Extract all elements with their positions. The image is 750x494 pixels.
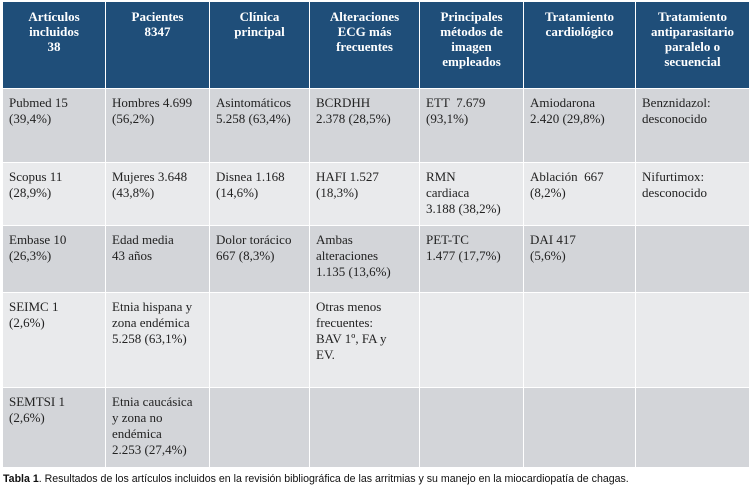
table-cell <box>106 388 210 468</box>
cell-line: Edad media <box>112 232 174 247</box>
table-cell <box>310 226 420 293</box>
cell-line: RMN <box>426 169 456 184</box>
cell-line: Etnia caucásica <box>112 394 193 409</box>
cell-line: 5.258 (63,4%) <box>216 111 291 126</box>
column-header <box>106 2 210 89</box>
table-cell <box>524 89 636 163</box>
table-cell <box>636 226 750 293</box>
table-cell <box>210 163 310 226</box>
header-line: 38 <box>47 39 61 54</box>
table-row <box>3 293 750 388</box>
cell-line: 667 (8,3%) <box>216 248 275 263</box>
table-cell <box>210 388 310 468</box>
cell-line: 43 años <box>112 248 153 263</box>
table-cell <box>210 89 310 163</box>
cell-line: 5.258 (63,1%) <box>112 331 187 346</box>
cell-line: (14,6%) <box>216 185 259 200</box>
cell-line: desconocido <box>642 185 707 200</box>
cell-line: 2.420 (29,8%) <box>530 111 605 126</box>
cell-line: zona endémica <box>112 315 190 330</box>
cell-line: (2,6%) <box>9 410 45 425</box>
cell-line: frecuentes: <box>316 315 374 330</box>
cell-line: Mujeres 3.648 <box>112 169 188 184</box>
cell-line: (5,6%) <box>530 248 566 263</box>
table-cell <box>636 163 750 226</box>
table-cell <box>420 89 524 163</box>
header-line: Alteraciones <box>329 9 400 24</box>
table-cell <box>636 89 750 163</box>
table-row <box>3 388 750 468</box>
cell-line: Ablación 667 <box>530 169 604 184</box>
header-line: empleados <box>442 54 501 69</box>
cell-line: DAI 417 <box>530 232 576 247</box>
header-line: cardiológico <box>545 24 614 39</box>
table-cell <box>420 226 524 293</box>
cell-line: endémica <box>112 426 162 441</box>
table-cell <box>106 89 210 163</box>
table-cell <box>524 388 636 468</box>
cell-line: (39,4%) <box>9 111 52 126</box>
table-cell <box>3 293 106 388</box>
cell-line: Asintomáticos <box>216 95 292 110</box>
table-row <box>3 89 750 163</box>
header-line: antiparasitario <box>650 24 735 39</box>
cell-line: (93,1%) <box>426 111 469 126</box>
cell-line: (56,2%) <box>112 111 155 126</box>
cell-line: y zona no <box>112 410 163 425</box>
cell-line: alteraciones <box>316 248 379 263</box>
table-cell <box>524 293 636 388</box>
cell-line: 2.253 (27,4%) <box>112 442 187 457</box>
table-cell <box>210 226 310 293</box>
caption-text: . Resultados de los artículos incluidos en la revisión bibliográfica de las arritmias y su manejo en la miocardiopatía de chagas. <box>38 473 629 485</box>
cell-line: Pubmed 15 <box>9 95 68 110</box>
header-line: Tratamiento <box>544 9 615 24</box>
table-cell <box>3 163 106 226</box>
cell-line: 1.135 (13,6%) <box>316 264 391 279</box>
table-cell <box>3 388 106 468</box>
table-cell <box>3 89 106 163</box>
cell-line: desconocido <box>642 111 707 126</box>
cell-line: (26,3%) <box>9 248 52 263</box>
table-cell <box>310 89 420 163</box>
table-body <box>3 89 750 468</box>
header-line: Principales <box>440 9 503 24</box>
cell-line: SEIMC 1 <box>9 299 59 314</box>
table-cell <box>310 388 420 468</box>
table-cell <box>310 293 420 388</box>
column-header <box>210 2 310 89</box>
cell-line: Amiodarona <box>530 95 595 110</box>
cell-line: Etnia hispana y <box>112 299 193 314</box>
table-cell <box>420 293 524 388</box>
header-line: frecuentes <box>336 39 393 54</box>
header-line: Tratamiento <box>657 9 728 24</box>
table-row <box>3 163 750 226</box>
cell-line: (8,2%) <box>530 185 566 200</box>
cell-line: Embase 10 <box>9 232 67 247</box>
column-header <box>310 2 420 89</box>
header-line: Artículos <box>28 9 80 24</box>
header-line: secuencial <box>664 54 721 69</box>
header-line: Pacientes <box>131 9 184 24</box>
cell-line: EV. <box>316 347 335 362</box>
cell-line: Scopus 11 <box>9 169 63 184</box>
cell-line: BCRDHH <box>316 95 371 110</box>
cell-line: Dolor torácico <box>216 232 292 247</box>
column-header <box>420 2 524 89</box>
cell-line: PET-TC <box>426 232 469 247</box>
cell-line: ETT 7.679 <box>426 95 486 110</box>
table-cell <box>106 226 210 293</box>
table-cell <box>106 293 210 388</box>
table-cell <box>636 293 750 388</box>
table-cell <box>524 163 636 226</box>
cell-line: Nifurtimox: <box>642 169 705 184</box>
header-line: Clínica <box>239 9 280 24</box>
cell-line: Benznidazol: <box>642 95 711 110</box>
cell-line: (18,3%) <box>316 185 359 200</box>
cell-line: BAV 1º, FA y <box>316 331 387 346</box>
table-cell <box>106 163 210 226</box>
cell-line: Otras menos <box>316 299 382 314</box>
cell-line: 2.378 (28,5%) <box>316 111 391 126</box>
results-table-container <box>2 1 749 467</box>
cell-line: HAFI 1.527 <box>316 169 379 184</box>
table-cell <box>420 163 524 226</box>
cell-line: SEMTSI 1 <box>9 394 65 409</box>
cell-line: Hombres 4.699 <box>112 95 193 110</box>
header-line: métodos de <box>440 24 503 39</box>
table-cell <box>524 226 636 293</box>
caption-label: Tabla 1 <box>3 473 39 485</box>
column-header <box>636 2 750 89</box>
cell-line: 1.477 (17,7%) <box>426 248 501 263</box>
results-table <box>2 1 750 468</box>
table-row <box>3 226 750 293</box>
header-line: principal <box>234 24 285 39</box>
cell-line: cardiaca <box>426 185 470 200</box>
cell-line: (43,8%) <box>112 185 155 200</box>
column-header <box>524 2 636 89</box>
table-cell <box>420 388 524 468</box>
column-header <box>3 2 106 89</box>
cell-line: (28,9%) <box>9 185 52 200</box>
header-line: ECG más <box>337 24 392 39</box>
header-line: incluidos <box>29 24 79 39</box>
table-cell <box>310 163 420 226</box>
cell-line: Disnea 1.168 <box>216 169 285 184</box>
header-line: imagen <box>451 39 492 54</box>
table-caption <box>3 473 748 485</box>
cell-line: 3.188 (38,2%) <box>426 201 501 216</box>
cell-line: Ambas <box>316 232 353 247</box>
table-cell <box>210 293 310 388</box>
header-line: 8347 <box>144 24 171 39</box>
table-cell <box>3 226 106 293</box>
table-header-row <box>3 2 750 89</box>
header-line: paralelo o <box>664 39 721 54</box>
table-cell <box>636 388 750 468</box>
cell-line: (2,6%) <box>9 315 45 330</box>
